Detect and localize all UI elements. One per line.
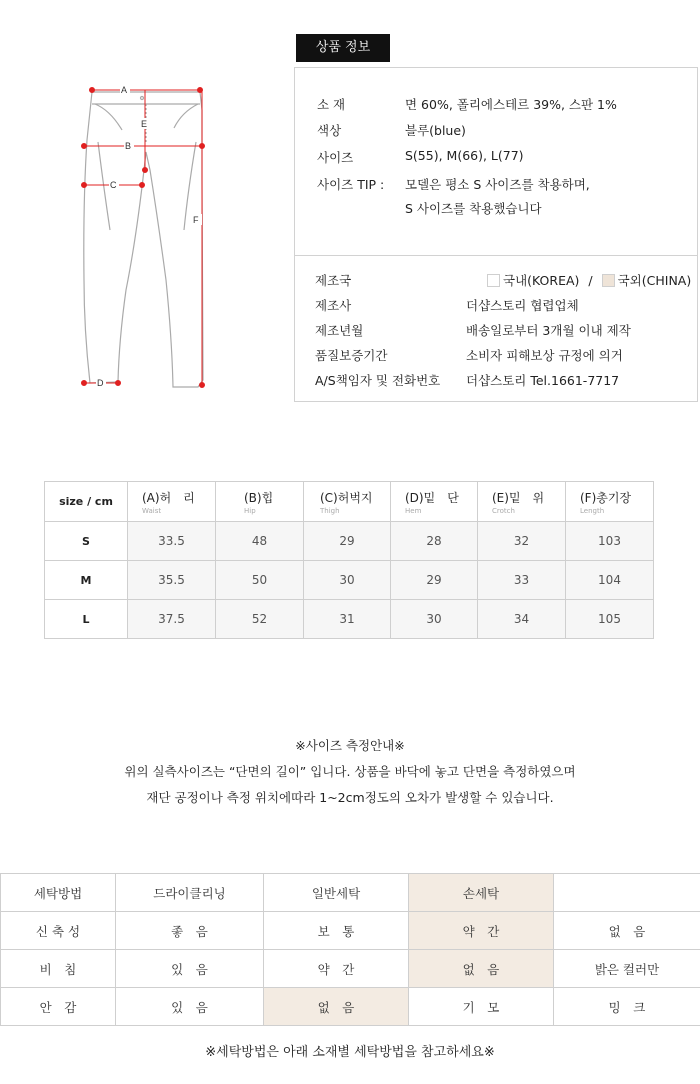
country-korea-label: 국내(KOREA)	[503, 273, 580, 288]
care-cell-selected: 없 음	[264, 988, 409, 1026]
mfg-value: 소비자 피해보상 규정에 의거	[466, 348, 623, 363]
pants-outline	[84, 92, 203, 387]
col-label-ko: (F)총기장	[580, 490, 632, 505]
spec-value: 블루(blue)	[405, 123, 466, 138]
care-footer-note: ※세탁방법은 아래 소재별 세탁방법을 참고하세요※	[205, 1045, 495, 1060]
size-col-hip	[216, 482, 304, 522]
size-row-l	[45, 600, 654, 639]
care-table	[0, 873, 700, 1026]
col-label-ko: (D)밑 단	[405, 490, 459, 505]
checkbox-china[interactable]	[602, 274, 615, 287]
size-cell: 29	[391, 561, 478, 600]
label-b: B	[125, 141, 132, 151]
country-separator: /	[588, 273, 593, 288]
col-label-ko: (C)허벅지	[320, 490, 373, 505]
size-label: L	[45, 600, 128, 639]
marker-f-bottom	[200, 383, 205, 388]
size-col-crotch	[478, 482, 566, 522]
size-cell: 105	[566, 600, 654, 639]
pants-measurement-diagram	[70, 80, 230, 400]
size-cell: 32	[478, 522, 566, 561]
care-cell: 밝은 컬러만	[554, 950, 700, 988]
care-cell: 좋 음	[116, 912, 264, 950]
care-cell: 밍 크	[554, 988, 700, 1026]
care-cell-selected: 손세탁	[409, 874, 554, 912]
col-label-en: Hem	[405, 506, 422, 515]
care-cell-selected: 약 간	[409, 912, 554, 950]
col-label-en: Hip	[244, 506, 256, 515]
size-table-corner: size / cm	[45, 482, 128, 522]
product-info-tag: 상품 정보	[296, 34, 390, 62]
country-options	[487, 271, 691, 289]
size-label: M	[45, 561, 128, 600]
size-cell: 31	[304, 600, 391, 639]
care-cell: 기 모	[409, 988, 554, 1026]
marker-e-bottom	[143, 168, 148, 173]
care-cell: 보 통	[264, 912, 409, 950]
marker-d-left	[82, 381, 87, 386]
care-row-sheer	[1, 950, 700, 988]
label-f: F	[193, 215, 199, 225]
label-c: C	[110, 180, 117, 190]
size-table-header	[45, 482, 654, 522]
size-cell: 104	[566, 561, 654, 600]
checkbox-korea[interactable]	[487, 274, 500, 287]
col-label-en: Crotch	[492, 506, 515, 515]
spec-value: 모델은 평소 S 사이즈를 착용하며,	[405, 177, 590, 192]
care-row-stretch	[1, 912, 700, 950]
mfg-key: 제조국	[315, 273, 352, 288]
size-col-hem	[391, 482, 478, 522]
size-cell: 30	[391, 600, 478, 639]
care-cell-selected: 없 음	[409, 950, 554, 988]
care-row-label: 신 축 성	[1, 912, 116, 950]
care-row-label: 세탁방법	[1, 874, 116, 912]
mfg-key: 품질보증기간	[315, 348, 388, 363]
marker-c-left	[82, 183, 87, 188]
size-col-length	[566, 482, 654, 522]
label-e: E	[141, 119, 148, 129]
care-cell: 드라이클리닝	[116, 874, 264, 912]
notice-line-2: 재단 공정이나 측정 위치에따라 1~2cm정도의 오차가 발생할 수 있습니다.	[146, 790, 554, 805]
size-row-m	[45, 561, 654, 600]
care-cell	[554, 874, 700, 912]
notice-title: ※사이즈 측정안내※	[295, 738, 405, 753]
size-cell: 103	[566, 522, 654, 561]
care-row-wash	[1, 874, 700, 912]
product-info-box	[294, 67, 698, 402]
size-cell: 33	[478, 561, 566, 600]
care-cell: 없 음	[554, 912, 700, 950]
size-col-thigh	[304, 482, 391, 522]
spec-key: 사이즈	[317, 150, 354, 165]
care-row-label: 비 침	[1, 950, 116, 988]
spec-key: 사이즈 TIP :	[317, 177, 385, 192]
spec-key: 색상	[317, 123, 342, 138]
care-cell: 있 음	[116, 988, 264, 1026]
spec-value: S(55), M(66), L(77)	[405, 148, 524, 163]
size-cell: 34	[478, 600, 566, 639]
size-cell: 52	[216, 600, 304, 639]
size-cell: 37.5	[128, 600, 216, 639]
size-cell: 29	[304, 522, 391, 561]
mfg-key: 제조년월	[315, 323, 364, 338]
marker-a-left	[90, 88, 95, 93]
info-divider	[295, 255, 697, 256]
col-label-ko: (E)밑 위	[492, 490, 545, 505]
care-row-label: 안 감	[1, 988, 116, 1026]
care-cell: 약 간	[264, 950, 409, 988]
size-cell: 48	[216, 522, 304, 561]
size-cell: 28	[391, 522, 478, 561]
mfg-key: A/S책임자 및 전화번호	[315, 373, 441, 388]
mfg-value: 더샵스토리 Tel.1661-7717	[466, 373, 620, 388]
marker-d-right	[116, 381, 121, 386]
size-notice	[0, 733, 700, 811]
notice-line-1: 위의 실측사이즈는 “단면의 길이” 입니다. 상품을 바닥에 놓고 단면을 측정하였으며	[124, 764, 576, 779]
label-d: D	[97, 378, 104, 388]
marker-b-left	[82, 144, 87, 149]
care-cell: 일반세탁	[264, 874, 409, 912]
size-row-s	[45, 522, 654, 561]
col-label-ko: (B)힙	[244, 490, 274, 505]
col-label-en: Thigh	[320, 506, 340, 515]
country-china-label: 국외(CHINA)	[617, 273, 692, 288]
mfg-key: 제조사	[315, 298, 352, 313]
col-label-en: Waist	[142, 506, 162, 515]
care-row-lining	[1, 988, 700, 1026]
spec-value: S 사이즈를 착용했습니다	[405, 201, 542, 216]
size-cell: 30	[304, 561, 391, 600]
size-col-waist	[128, 482, 216, 522]
care-cell: 있 음	[116, 950, 264, 988]
marker-c-right	[140, 183, 145, 188]
label-a: A	[121, 85, 128, 95]
size-cell: 50	[216, 561, 304, 600]
col-label-ko: (A)허 리	[142, 490, 195, 505]
size-cell: 33.5	[128, 522, 216, 561]
size-table	[44, 481, 654, 639]
spec-key: 소 재	[317, 97, 346, 112]
col-label-en: Length	[580, 506, 605, 515]
mfg-value: 배송일로부터 3개월 이내 제작	[466, 323, 631, 338]
spec-value: 면 60%, 폴리에스테르 39%, 스판 1%	[405, 97, 617, 112]
size-label: S	[45, 522, 128, 561]
mfg-value: 더샵스토리 협렵업체	[466, 298, 579, 313]
size-cell: 35.5	[128, 561, 216, 600]
